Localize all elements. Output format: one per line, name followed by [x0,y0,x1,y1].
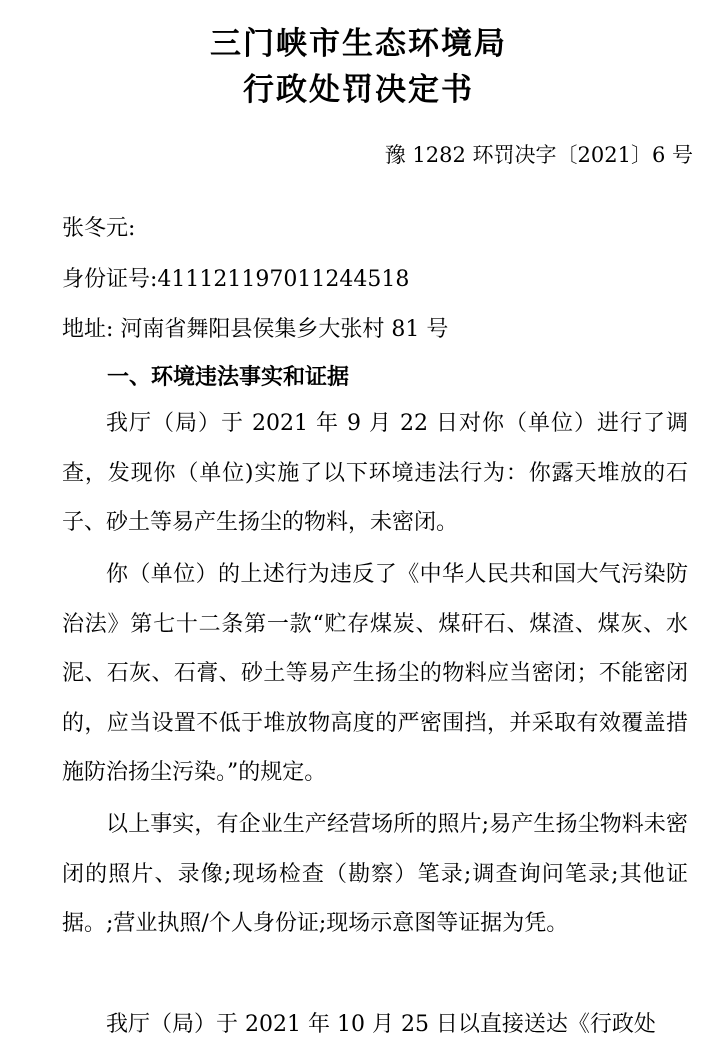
paragraph-evidence: 以上事实，有企业生产经营场所的照片;易产生扬尘物料未密闭的照片、录像;现场检查（勘察）笔录;调查询问笔录;其他证据。;营业执照/个人身份证;现场示意图等证据为凭。 [62,812,688,936]
section-heading-facts-evidence: 一、环境违法事实和证据 [107,365,350,390]
party-id-number: 身份证号:411121197011244518 [62,267,410,292]
document-number: 豫 1282 环罚决字〔2021〕6 号 [384,143,693,167]
party-address: 地址: 河南省舞阳县侯集乡大张村 81 号 [62,317,449,342]
party-name: 张冬元: [62,216,136,241]
paragraph-investigation: 我厅（局）于 2021 年 9 月 22 日对你（单位）进行了调查，发现你（单位)实施了以下环境违法行为：你露天堆放的石子、砂土等易产生扬尘的物料，未密闭。 [62,411,688,535]
paragraph-delivery: 我厅（局）于 2021 年 10 月 25 日以直接送达《行政处 [106,1012,656,1037]
paragraph-violation: 你（单位）的上述行为违反了《中华人民共和国大气污染防治法》第七十二条第一款“贮存煤炭、煤矸石、煤渣、煤灰、水泥、石灰、石膏、砂土等易产生扬尘的物料应当密闭；不能密闭的，应当设置不低于堆放物高度的严密围挡，并采取有效覆盖措施防治扬尘污染。”的规定。 [62,562,688,785]
issuing-authority-title: 三门峡市生态环境局 [210,26,507,62]
document-type-title: 行政处罚决定书 [243,72,474,108]
